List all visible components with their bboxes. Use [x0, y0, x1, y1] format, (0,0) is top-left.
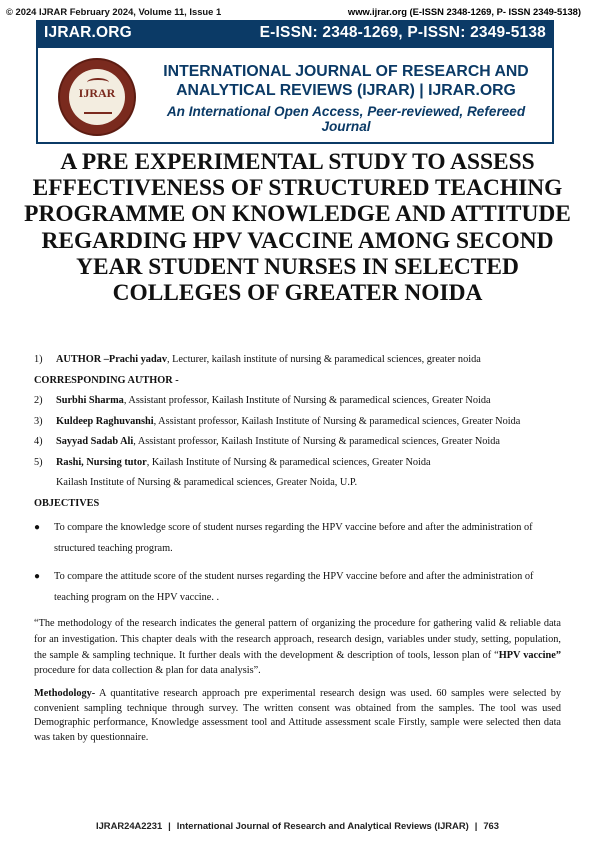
author-number: 4)	[34, 436, 43, 447]
author-number: 1)	[34, 354, 43, 365]
bullet-icon: ●	[34, 571, 41, 582]
author-item	[34, 391, 561, 412]
banner-issn: E-ISSN: 2348-1269, P-ISSN: 2349-5138	[259, 24, 546, 41]
header-left: © 2024 IJRAR February 2024, Volume 11, Issue 1	[6, 6, 222, 17]
header-right: www.ijrar.org (E-ISSN 2348-1269, P- ISSN 2349-5138)	[347, 6, 581, 17]
objective-text: To compare the attitude score of the student nurses regarding the HPV vaccine before and after the administration of teaching program on the HPV vaccine. .	[54, 571, 534, 603]
list-item	[34, 567, 561, 608]
list-item	[34, 518, 561, 559]
paper-body	[34, 350, 561, 745]
author-name: Surbhi Sharma	[56, 395, 124, 406]
journal-logo-icon	[58, 58, 136, 136]
running-header	[6, 6, 581, 17]
journal-name	[146, 62, 546, 100]
author-number: 3)	[34, 415, 43, 427]
paragraph-text-end: procedure for data collection & plan for data analysis”.	[34, 665, 261, 677]
logo-text: IJRAR	[78, 86, 116, 100]
objectives-list	[34, 518, 561, 608]
corresponding-heading: CORRESPONDING AUTHOR -	[34, 374, 179, 386]
author-number: 2)	[34, 395, 43, 406]
banner-body	[38, 48, 552, 142]
author-extra-affiliation: Kailash Institute of Nursing & paramedical sciences, Greater Noida, U.P.	[56, 477, 358, 488]
journal-name-line2: ANALYTICAL REVIEWS (IJRAR) | IJRAR.ORG	[176, 82, 516, 99]
footer-separator: |	[168, 820, 171, 831]
paper-title: A PRE EXPERIMENTAL STUDY TO ASSESS EFFECTIVENESS OF STRUCTURED TEACHING PROGRAMME ON KNOWLEDGE AND ATTITUDE REGARDING HPV VACCINE AMONG SECOND YEAR STUDENT NURSES IN SELECTED COLLEGES OF GREATER NOIDA	[24, 149, 571, 307]
objectives-heading: OBJECTIVES	[34, 497, 100, 509]
footer-page: 763	[483, 820, 499, 831]
author-number: 5)	[34, 456, 43, 468]
author-name: Sayyad Sadab Ali	[56, 436, 134, 447]
bullet-icon: ●	[34, 522, 41, 533]
objective-text: To compare the knowledge score of student nurses regarding the HPV vaccine before and after the administration of structured teaching program.	[54, 522, 533, 554]
paragraph-bold: HPV vaccine”	[498, 649, 561, 661]
author-item	[34, 412, 561, 433]
author-name: Rashi, Nursing tutor	[56, 456, 147, 468]
banner-site: IJRAR.ORG	[44, 24, 132, 41]
methodology-text: A quantitative research approach pre experimental research design was used. 60 samples were selected by convenient sampling technique through survey. The written consent was obtained from the samples. The tool was used Demographic performance, Knowledge assessment tool and Attitude assessment scale Firstly, sample were selected then data was taken by questionnaire.	[34, 688, 561, 743]
author-affiliation: , Assistant professor, Kailash Institute of Nursing & paramedical sciences, Greater Noida	[123, 395, 491, 406]
paragraph-text: “The methodology of the research indicates the general pattern of organizing the procedure for gathering valid & reliable data for an investigation. This chapter deals with the research approach, research design, variables under study, setting, population, the sample & sampling technique. It further deals with the development & description of tools, lesson plan of “	[34, 618, 561, 661]
author-item	[34, 453, 561, 474]
journal-name-line1: INTERNATIONAL JOURNAL OF RESEARCH AND	[163, 63, 529, 80]
author-name: Kuldeep Raghuvanshi	[56, 415, 154, 427]
banner-top-bar	[36, 20, 554, 46]
author-label: AUTHOR –	[56, 354, 109, 365]
footer-separator: |	[474, 820, 478, 831]
journal-banner	[36, 20, 554, 144]
author-affiliation: , Lecturer, kailash institute of nursing & paramedical sciences, greater noida	[166, 354, 481, 365]
footer-journal: International Journal of Research and Analytical Reviews (IJRAR)	[176, 820, 469, 831]
methodology-label: Methodology-	[34, 688, 96, 700]
author-item	[34, 350, 561, 371]
page-footer	[66, 820, 529, 831]
author-affiliation: , Kailash Institute of Nursing & paramedical sciences, Greater Noida	[146, 456, 431, 468]
footer-id: IJRAR24A2231	[95, 820, 163, 831]
author-name: Prachi yadav	[108, 354, 167, 365]
author-item	[34, 432, 561, 453]
methodology-paragraph	[34, 616, 561, 679]
author-affiliation: , Assistant professor, Kailash Institute of Nursing & paramedical sciences, Greater Noida	[153, 415, 521, 427]
methodology-section	[34, 687, 561, 745]
journal-tagline: An International Open Access, Peer-reviewed, Refereed Journal	[166, 104, 526, 134]
author-affiliation: , Assistant professor, Kailash Institute of Nursing & paramedical sciences, Greater Noida	[133, 436, 501, 447]
